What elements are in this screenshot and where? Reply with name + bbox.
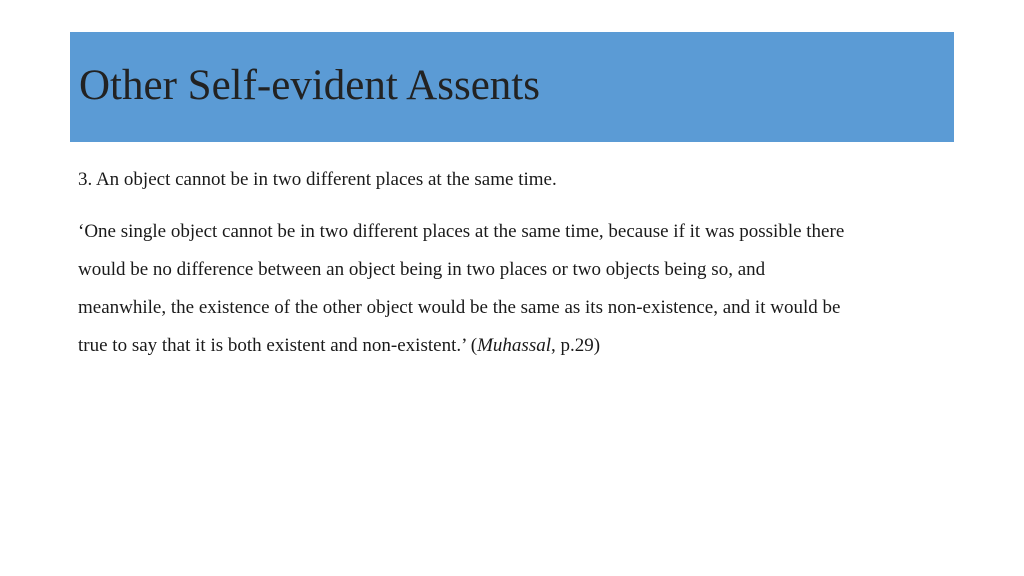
slide-body	[78, 166, 958, 365]
title-bar	[70, 32, 954, 142]
point-statement: 3. An object cannot be in two different places at the same time.	[78, 169, 557, 190]
citation-title: Muhassal	[477, 335, 551, 356]
quote-line: ‘One single object cannot be in two different places at the same time, because if it was possible there	[78, 221, 845, 242]
quote-line: would be no difference between an object being in two places or two objects being so, and	[78, 259, 766, 280]
citation-page: , p.29)	[551, 335, 601, 356]
quote-line-last	[78, 327, 958, 365]
slide-title: Other Self-evident Assents	[79, 62, 540, 109]
quote-paragraph	[78, 213, 958, 365]
quote-line: meanwhile, the existence of the other object would be the same as its non-existence, and it would be	[78, 297, 841, 318]
quote-line-text: true to say that it is both existent and non-existent.’ (	[78, 335, 478, 356]
